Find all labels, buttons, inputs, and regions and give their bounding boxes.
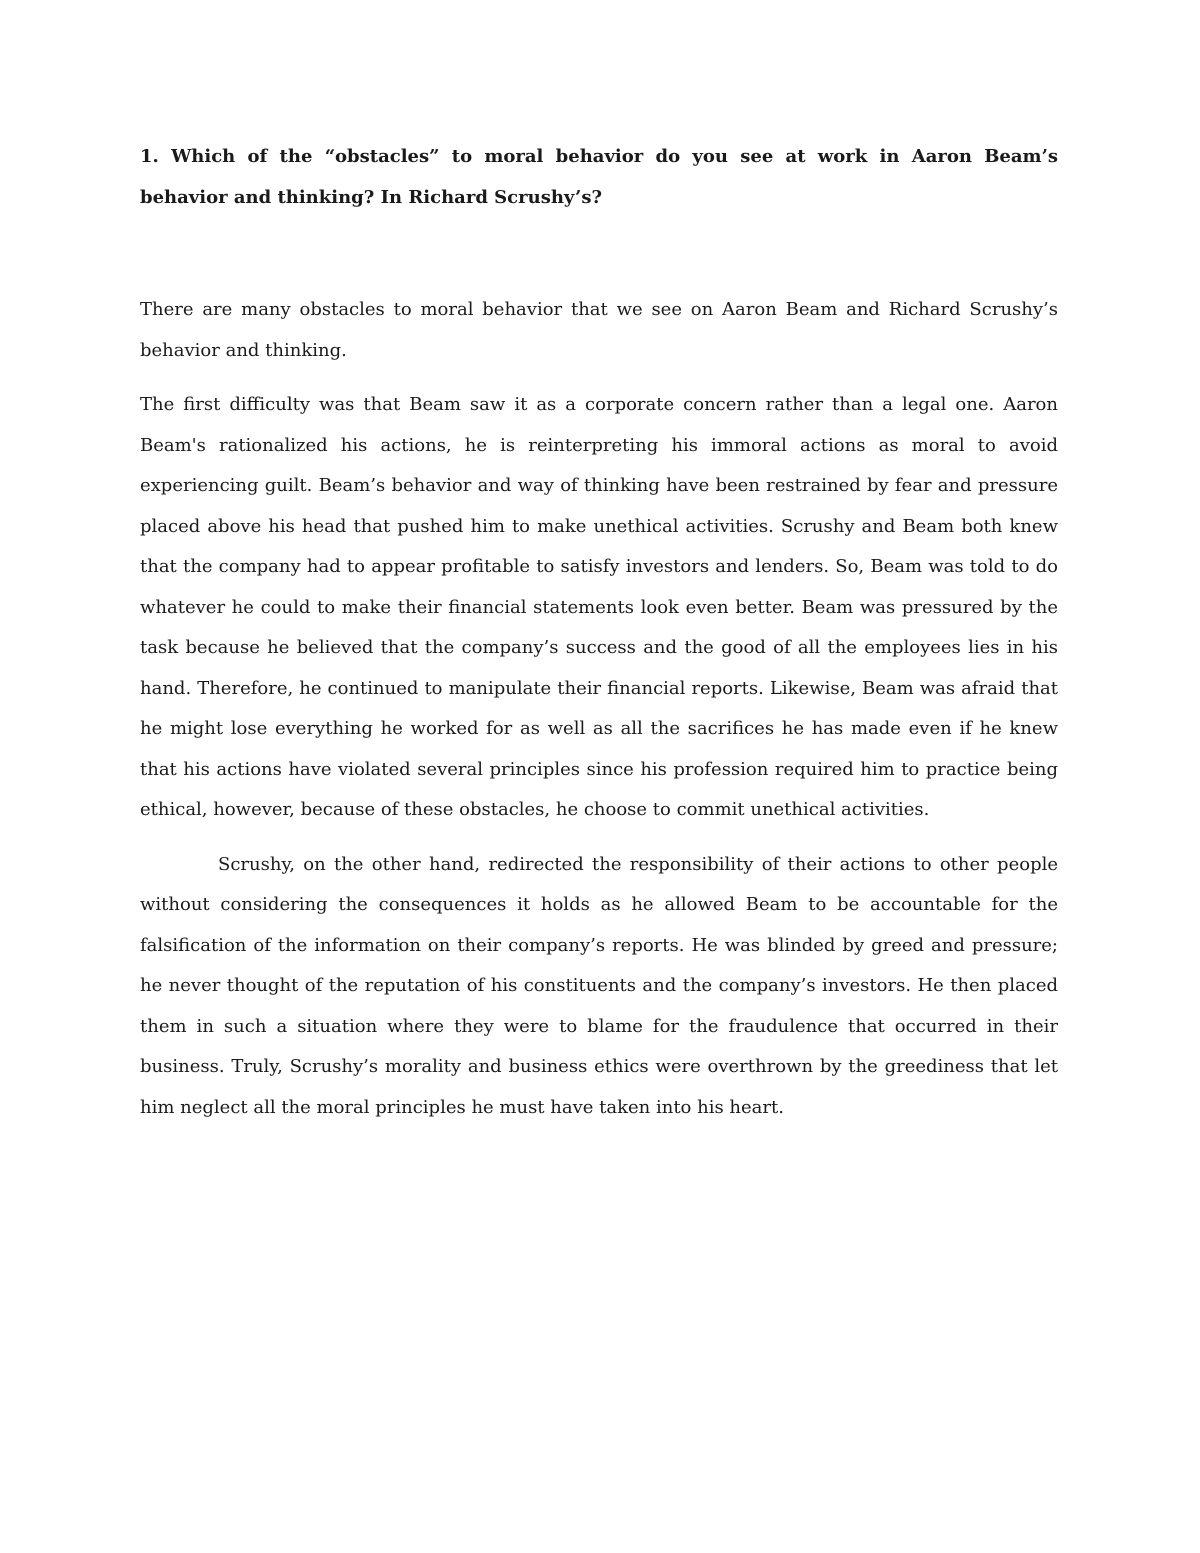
- paragraph-scrushy: Scrushy, on the other hand, redirected the responsibility of their actions to other people without considering the consequences it holds as he allowed Beam to be accountable for the falsification of the information on their company’s reports. He was blinded by greed and pressure; he never thought of the reputation of his constituents and the company’s investors. He then placed them in such a situation where they were to blame for the fraudulence that occurred in their business. Truly, Scrushy’s morality and business ethics were overthrown by the greediness that let him neglect all the moral principles he must have taken into his heart.: [140, 853, 1058, 1118]
- paragraph-intro: There are many obstacles to moral behavior that we see on Aaron Beam and Richard Scrushy’s behavior and thinking.: [140, 299, 1058, 361]
- paragraph-beam: The first difficulty was that Beam saw it as a corporate concern rather than a legal one. Aaron Beam's rationalized his actions, he is reinterpreting his immoral actions as moral to avoid experiencing guilt. Beam’s behavior and way of thinking have been restrained by fear and pressure placed above his head that pushed him to make unethical activities. Scrushy and Beam both knew that the company had to appear profitable to satisfy investors and lenders. So, Beam was told to do whatever he could to make their financial statements look even better. Beam was pressured by the task because he believed that the company’s success and the good of all the employees lies in his hand. Therefore, he continued to manipulate their financial reports. Likewise, Beam was afraid that he might lose everything he worked for as well as all the sacrifices he has made even if he knew that his actions have violated several principles since his profession required him to practice being ethical, however, because of these obstacles, he choose to commit unethical activities.: [140, 394, 1058, 820]
- question-heading: 1. Which of the “obstacles” to moral behavior do you see at work in Aaron Beam’s behavior and thinking? In Richard Scrushy’s?: [140, 146, 1058, 208]
- document-page: [140, 137, 1058, 1128]
